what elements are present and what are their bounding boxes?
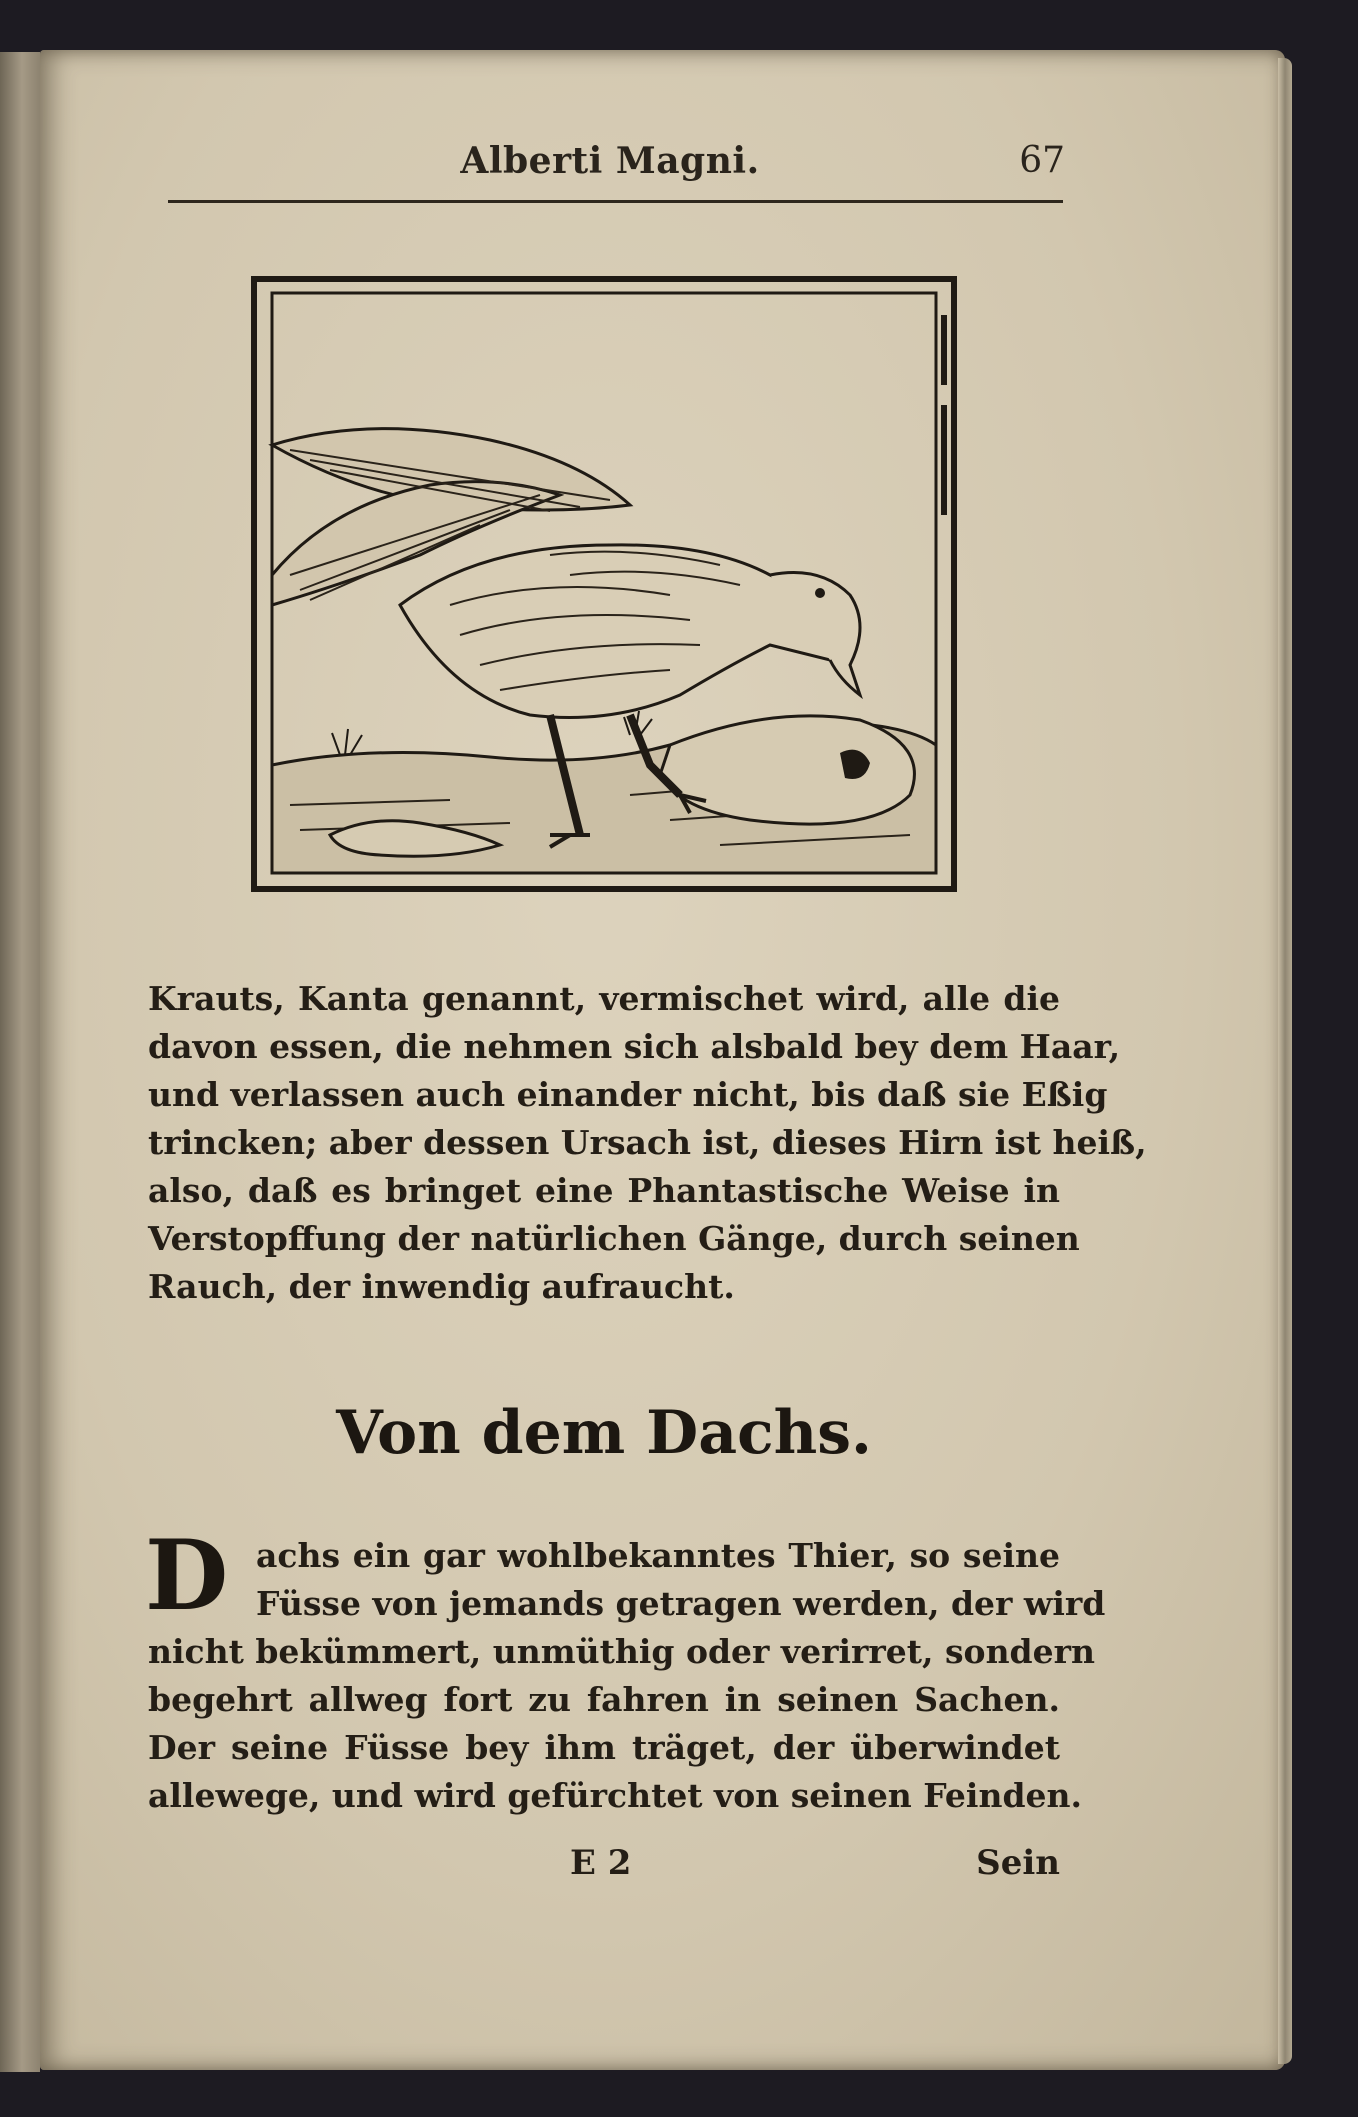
page-fore-edge [1278,58,1292,2064]
text-line: trincken; aber dessen Ursach ist, dieses Hirn ist heiß, [148,1123,1147,1162]
paragraph-krauts [148,975,1147,1311]
text-line: allewege, und wird gefürchtet von seinen Feinden. [148,1776,1082,1815]
text-line: Verstopffung der natürlichen Gänge, durch seinen [148,1219,1080,1258]
text-line: Krauts, Kanta genannt, vermischet wird, alle die [148,979,1060,1018]
woodcut-bird-icon [250,275,958,893]
text-line: also, daß es bringet eine Phantastische Weise in [148,1171,1060,1210]
header-rule [168,200,1063,203]
text-line: davon essen, die nehmen sich alsbald bey dem Haar, [148,1027,1121,1066]
text-line: Der seine Füsse bey ihm träget, der überwindet [148,1728,1060,1767]
text-line: nicht bekümmert, unmüthig oder verirret, sondern [148,1632,1096,1671]
paragraph-dachs [148,1532,1106,1820]
text-line: Rauch, der inwendig aufraucht. [148,1267,735,1306]
drop-cap: D [145,1519,229,1632]
page-number: 67 [1019,140,1065,181]
running-title: Alberti Magni. [460,140,760,182]
text-line: und verlassen auch einander nicht, bis daß sie Eßig [148,1075,1108,1114]
catchword: Sein [976,1843,1060,1883]
section-heading: Von dem Dachs. [336,1398,872,1468]
signature-mark: E 2 [570,1843,632,1883]
facing-page-edge [0,52,40,2072]
text-line: begehrt allweg fort zu fahren in seinen Sachen. [148,1680,1060,1719]
text-line: Füsse von jemands getragen werden, der wird [256,1584,1106,1623]
text-line: achs ein gar wohlbekanntes Thier, so seine [256,1536,1060,1575]
